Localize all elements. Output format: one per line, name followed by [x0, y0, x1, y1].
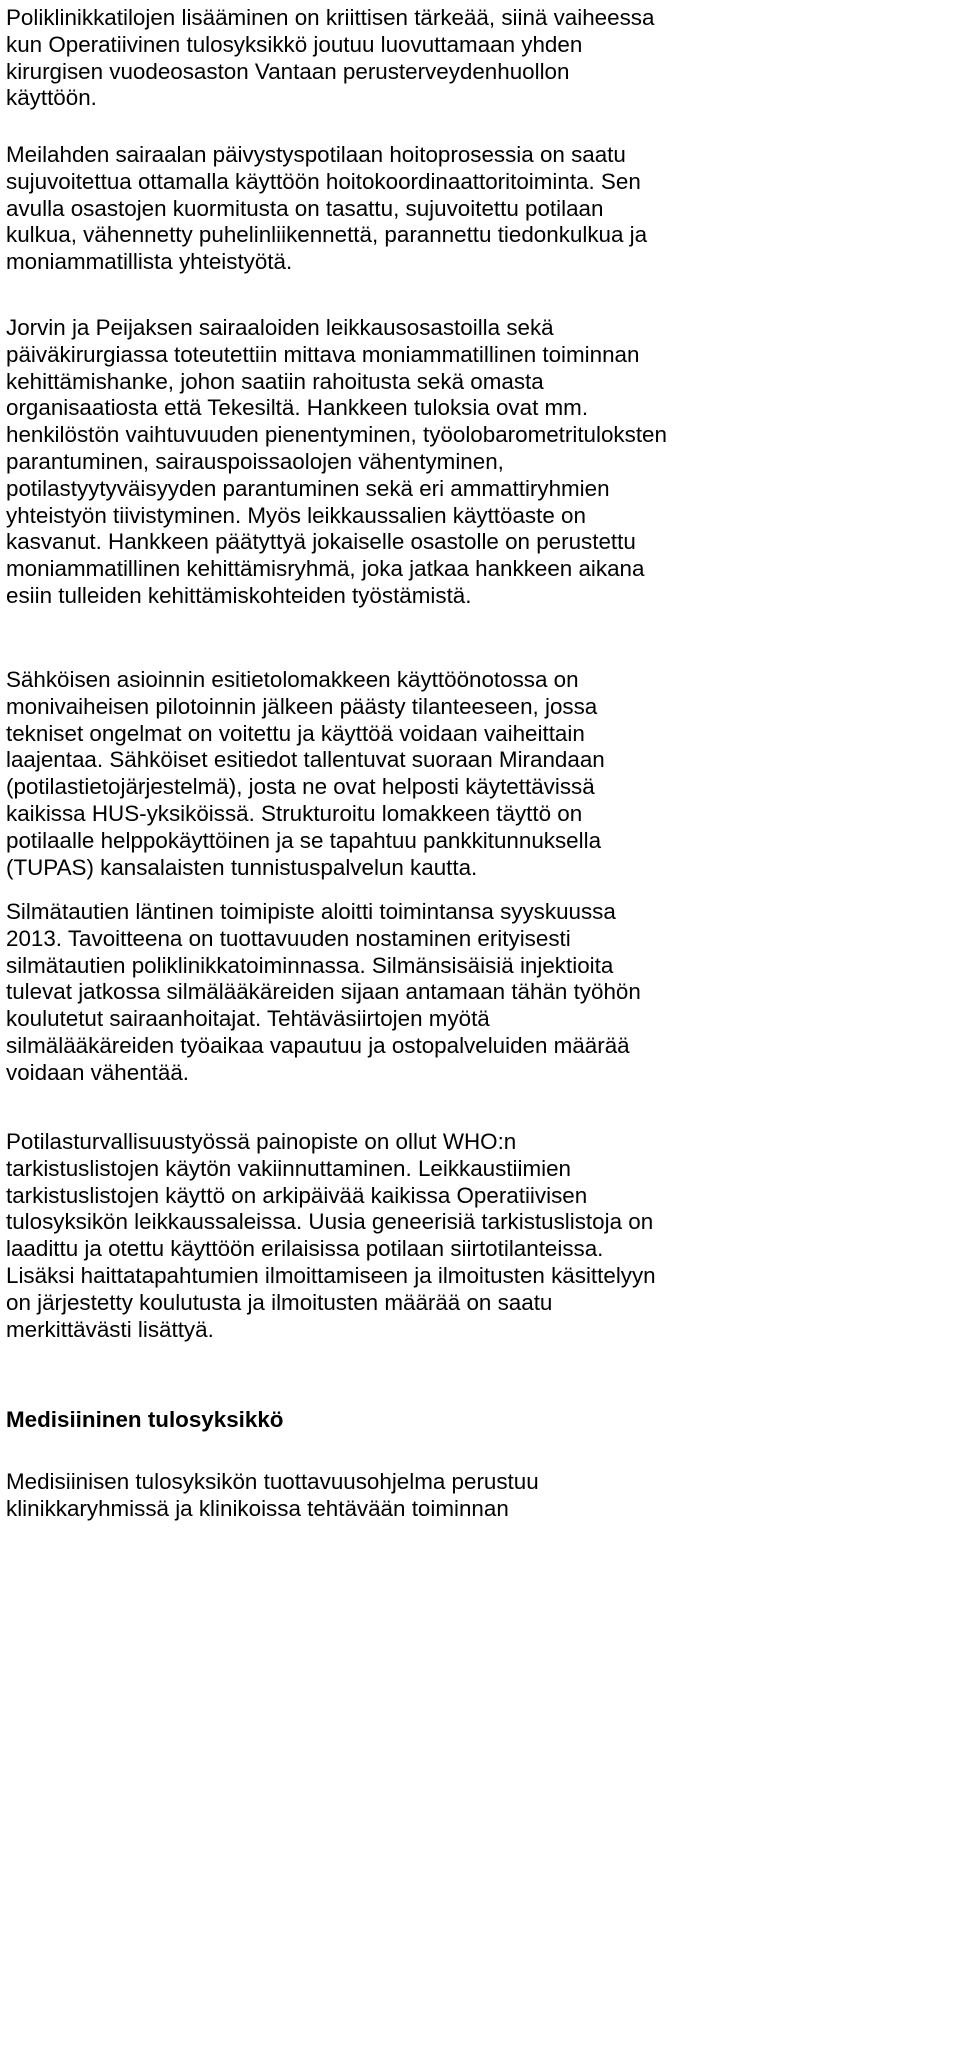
text-line: päiväkirurgiassa toteutettiin mittava moniammatillinen toiminnan	[6, 341, 640, 367]
text-line: silmätautien poliklinikkatoiminnassa. Silmänsisäisiä injektioita	[6, 952, 614, 978]
text-line: laajentaa. Sähköiset esitiedot tallentuvat suoraan Mirandaan	[6, 747, 605, 773]
text-line: laadittu ja otettu käyttöön erilaisissa potilaan siirtotilanteissa.	[6, 1236, 604, 1262]
text-line: sujuvoitettua ottamalla käyttöön hoitokoordinaattoritoiminta. Sen	[6, 168, 641, 194]
text-line: silmälääkäreiden työaikaa vapautuu ja ostopalveluiden määrää	[6, 1032, 630, 1058]
section-heading: Medisiininen tulosyksikkö	[6, 1407, 284, 1432]
text-line: Poliklinikkatilojen lisääminen on kriittisen tärkeää, siinä vaiheessa	[6, 5, 655, 30]
text-line: (TUPAS) kansalaisten tunnistuspalvelun kautta.	[6, 854, 478, 880]
text-line: 2013. Tavoitteena on tuottavuuden nostaminen erityisesti	[6, 925, 571, 951]
text-line: käyttöön.	[6, 85, 97, 111]
paragraph-electronic-forms	[6, 667, 605, 881]
text-line: Jorvin ja Peijaksen sairaaloiden leikkausosastoilla sekä	[6, 315, 554, 340]
text-line: Sähköisen asioinnin esitietolomakkeen käyttöönotossa on	[6, 667, 579, 692]
text-line: parantuminen, sairauspoissaolojen vähentyminen,	[6, 448, 504, 474]
text-line: moniammatillinen kehittämisryhmä, joka jatkaa hankkeen aikana	[6, 556, 645, 582]
text-line: klinikkaryhmissä ja klinikoissa tehtävään toiminnan	[6, 1495, 509, 1521]
text-line: henkilöstön vaihtuvuuden pienentyminen, työolobarometrituloksten	[6, 422, 667, 448]
text-line: potilaalle helppokäyttöinen ja se tapahtuu pankkitunnuksella	[6, 827, 602, 853]
text-line: kulkua, vähennetty puhelinliikennettä, parannettu tiedonkulkua ja	[6, 222, 648, 248]
text-line: Lisäksi haittatapahtumien ilmoittamiseen ja ilmoitusten käsittelyyn	[6, 1262, 656, 1288]
text-line: kaikissa HUS-yksiköissä. Strukturoitu lomakkeen täyttö on	[6, 800, 583, 826]
text-line: tulosyksikön leikkaussaleissa. Uusia geneerisiä tarkistuslistoja on	[6, 1209, 654, 1235]
text-line: monivaiheisen pilotoinnin jälkeen päästy tilanteeseen, jossa	[6, 693, 598, 719]
text-line: esiin tulleiden kehittämiskohteiden työstämistä.	[6, 582, 472, 608]
text-line: moniammatillista yhteistyötä.	[6, 249, 293, 275]
text-line: Silmätautien läntinen toimipiste aloitti toimintansa syyskuussa	[6, 899, 616, 924]
text-line: Meilahden sairaalan päivystyspotilaan hoitoprosessia on saatu	[6, 142, 626, 167]
text-line: potilastyytyväisyyden parantuminen sekä eri ammattiryhmien	[6, 475, 610, 501]
text-line: tulevat jatkossa silmälääkäreiden sijaan antamaan tähän työhön	[6, 979, 641, 1005]
text-line: Medisiinisen tulosyksikön tuottavuusohjelma perustuu	[6, 1469, 539, 1494]
text-line: tekniset ongelmat on voitettu ja käyttöä voidaan vaiheittain	[6, 720, 585, 746]
paragraph-meilahti-emergency	[6, 142, 647, 276]
text-line: kirurgisen vuodeosaston Vantaan perusterveydenhuollon	[6, 58, 570, 84]
paragraph-medical-unit	[6, 1469, 539, 1523]
paragraph-ophthalmology	[6, 899, 641, 1087]
text-line: (potilastietojärjestelmä), josta ne ovat helposti käytettävissä	[6, 774, 595, 800]
text-line: Potilasturvallisuustyössä painopiste on ollut WHO:n	[6, 1129, 517, 1154]
text-line: voidaan vähentää.	[6, 1059, 190, 1085]
text-line: tarkistuslistojen käyttö on arkipäivää kaikissa Operatiivisen	[6, 1182, 588, 1208]
text-line: on järjestetty koulutusta ja ilmoitusten määrää on saatu	[6, 1289, 553, 1315]
text-line: avulla osastojen kuormitusta on tasattu, sujuvoitettu potilaan	[6, 195, 604, 221]
text-line: merkittävästi lisättyä.	[6, 1316, 214, 1342]
text-line: kun Operatiivinen tulosyksikkö joutuu luovuttamaan yhden	[6, 31, 583, 57]
paragraph-clinic-space	[6, 5, 654, 112]
paragraph-patient-safety	[6, 1129, 656, 1343]
text-line: organisaatiosta että Tekesiltä. Hankkeen tuloksia ovat mm.	[6, 395, 589, 421]
text-line: tarkistuslistojen käytön vakiinnuttaminen. Leikkaustiimien	[6, 1155, 572, 1181]
paragraph-jorvi-peijas	[6, 315, 667, 610]
text-line: kasvanut. Hankkeen päätyttyä jokaiselle osastolle on perustettu	[6, 529, 636, 555]
text-line: koulutetut sairaanhoitajat. Tehtäväsiirtojen myötä	[6, 1006, 490, 1032]
text-line: kehittämishanke, johon saatiin rahoitusta sekä omasta	[6, 368, 544, 394]
text-line: yhteistyön tiivistyminen. Myös leikkaussalien käyttöaste on	[6, 502, 586, 528]
